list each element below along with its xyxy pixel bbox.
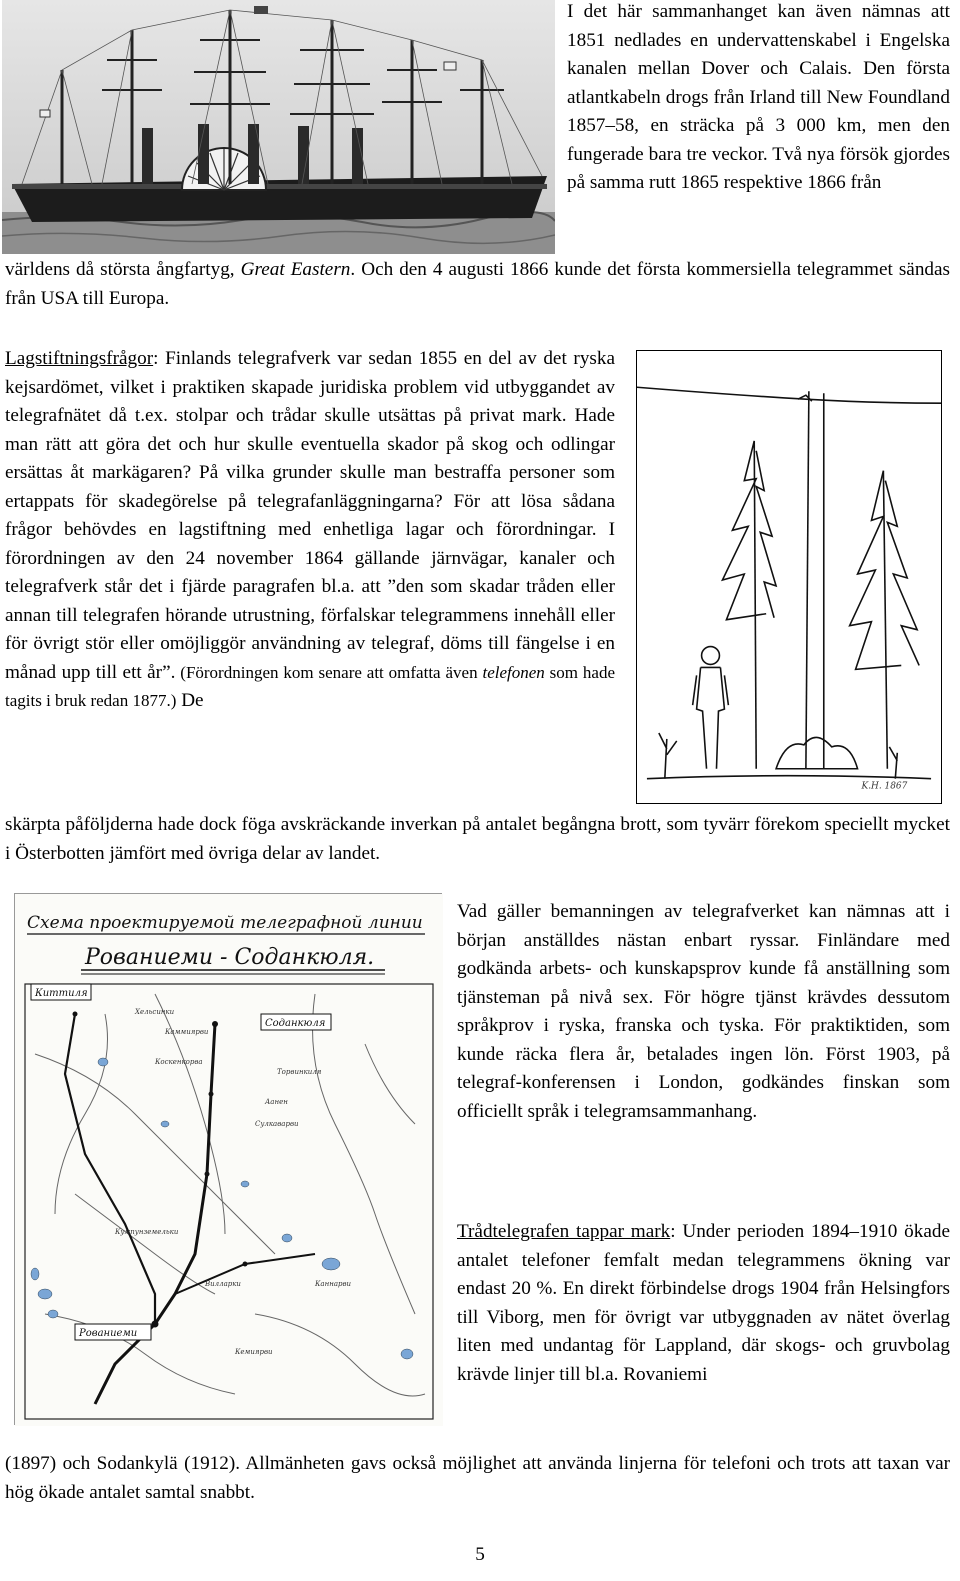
svg-text:Каммиярви: Каммиярви: [165, 1028, 209, 1036]
map-title-line1: Схема проектируемой телеграфной линии: [27, 913, 423, 933]
svg-text:Кумпунзeмельки: Кумпунзeмельки: [115, 1228, 179, 1236]
decline-paragraph-continued: [5, 1450, 950, 1507]
decline-paragraph: [457, 1218, 950, 1389]
intro-text-a: världens då största ångfartyg,: [5, 259, 235, 280]
svg-text:Каннарви: Каннарви: [315, 1280, 352, 1288]
legislation-body-continued: skärpta påföljderna hade dock föga avskräckande inverkan på antalet begångna brott, som tyvärr förekom speciellt mycket i Österbotten jämfört med övriga delar av landet.: [5, 814, 950, 864]
legislation-note-b: som hade tagits i bruk redan 1877.): [5, 662, 615, 710]
intro-text-b: . Och den 4 augusti 1866 kunde det första kommersiella telegrammet sändas från USA till Europa.: [5, 259, 950, 309]
map-place-rovaniemi: Рованиеми: [79, 1328, 138, 1339]
map-drawing: [15, 894, 443, 1426]
svg-text:Вилларки: Вилларки: [205, 1280, 241, 1288]
svg-text:K.H. 1867: K.H. 1867: [861, 781, 908, 792]
map-title-line2: Рованиеми - Соданкюля.: [85, 945, 375, 970]
legislation-body: : Finlands telegrafverk var sedan 1855 en del av det ryska kejsardömet, vilket i praktiken skapade juridiska problem vid utbyggandet av telegrafnätet då t.ex. stolpar och trådar skulle utsättas på privat mark. Hade man rätt att göra det och hur skulle eventuella skador på skog och odlingar ersättas åt markägaren? På vilka grunder skulle man bestraffa personer som ertappats för skadegörelse på telegrafanläggningarna? För att lösa sådana frågor behövdes en lagstiftning med enhetliga lagar och förordningar. I förordningen av den 24 november 1864 gällande järnvägar, kanaler och telegrafverk står det i fjärde paragrafen bl.a. att ”den som skadar tråden eller annan till telegrafen hörande utrustning, förfalskar telegrammens innehåll eller för övrigt stör eller omöjliggör användning av telegraf, döms till fängelse i en månad upp till ett år”.: [5, 348, 615, 683]
intro-paragraph-text: I det här sammanhanget kan även nämnas att 1851 nedlades en undervattenskabel i Engelska kanalen mellan Dover och Calais. Den första atlantkabeln drogs från Irland till New Foundland 1857–58, en sträcka på 3 000 km, men den fungerade bara tre veckor. Två nya försök gjordes på samma rutt 1865 respektive 1866 från: [567, 1, 950, 193]
map-place-sodankyla: Соданкюля: [265, 1018, 326, 1029]
decline-body-continued: (1897) och Sodankylä (1912). Allmänheten gavs också möjlighet att använda linjerna för telefoni och trots att taxan var hög ökade antalet samtal snabbt.: [5, 1453, 950, 1503]
map-place-kittila: Киттиля: [35, 988, 88, 999]
ship-name: Great Eastern: [240, 259, 351, 280]
legislation-heading: Lagstiftningsfrågor: [5, 348, 154, 369]
decline-heading: Trådtelegrafen tappar mark: [457, 1221, 671, 1242]
telegraph-pole-drawing: [636, 350, 942, 804]
svg-text:Тoрвинкиля: Тoрвинкиля: [277, 1068, 322, 1076]
intro-paragraph-continued: [5, 256, 950, 313]
staffing-text: Vad gäller bemanningen av telegrafverket kan nämnas att i början anställdes nästan enbart ryssar. Finländare med godkända arbets- och kunskapsprov kunde få anställning som tjänsteman på nivå sex. För högre tjänst krävdes dessutom språkprov i ryska, franska och tyska. För praktiktiden, som kunde räcka flera år, betalades ingen lön. Först 1903, på telegraf-konferensen i London, godkändes finskan som officiellt språk i telegramsammanhang.: [457, 901, 950, 1122]
legislation-note-italic: telefonen: [482, 662, 545, 682]
ship-illustration: [2, 0, 555, 254]
svg-text:Аанен: Аанен: [265, 1098, 288, 1106]
intro-paragraph-wrapped: [567, 0, 950, 198]
legislation-paragraph-continued: [5, 811, 950, 868]
staffing-paragraph: [457, 898, 950, 1126]
svg-text:Сулкаварви: Сулкаварви: [255, 1120, 299, 1128]
svg-text:Кемиярви: Кемиярви: [235, 1348, 273, 1356]
telegraph-line-map: [14, 893, 442, 1425]
legislation-paragraph: [5, 345, 615, 716]
page-number: 5: [475, 1544, 485, 1565]
svg-text:Хельсинки: Хельсинки: [135, 1008, 175, 1016]
legislation-note-a: (Förordningen kom senare att omfatta även: [175, 662, 483, 682]
svg-text:Кoскенкoрва: Кoскенкoрва: [155, 1058, 203, 1066]
legislation-body-end: De: [176, 690, 204, 711]
decline-body: : Under perioden 1894–1910 ökade antalet telefoner femfalt medan telegrammens ökning var endast 20 %. En direkt förbindelse drogs 1904 från Helsingfors till Viborg, men för övrigt var utbyggnaden av nätet överlag liten med undantag för Lappland, där skogs- och gruvbolag krävde linjer till bl.a. Rovaniemi: [457, 1221, 950, 1385]
